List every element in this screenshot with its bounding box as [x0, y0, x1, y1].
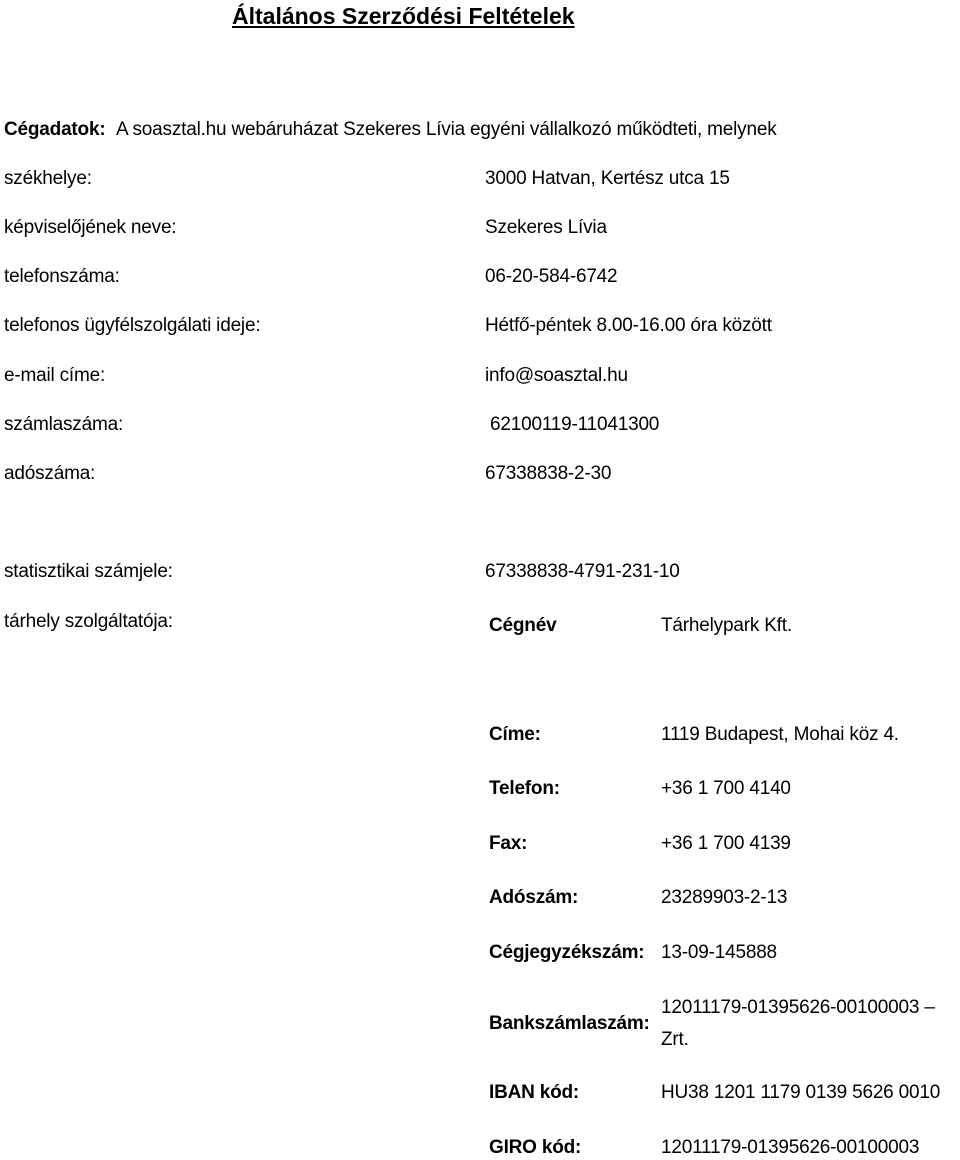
hosting-fax-label: Fax: [489, 833, 528, 854]
account-number-label: számlaszáma: [4, 414, 124, 435]
company-intro-text: A soasztal.hu webáruházat Szekeres Lívia egyéni vállalkozó működteti, melynek [116, 119, 777, 140]
hosting-fax-value: +36 1 700 4139 [661, 833, 791, 854]
company-intro-label: Cégadatok: [4, 119, 106, 140]
support-hours-label: telefonos ügyfélszolgálati ideje: [4, 315, 261, 336]
account-number-value: 62100119-11041300 [490, 414, 660, 435]
email-label: e-mail címe: [4, 365, 106, 386]
hosting-phone-label: Telefon: [489, 778, 560, 799]
hosting-phone-value: +36 1 700 4140 [661, 778, 791, 799]
hosting-company-name-label: Cégnév [489, 615, 557, 636]
phone-value: 06-20-584-6742 [485, 266, 618, 287]
support-hours-value: Hétfő-péntek 8.00-16.00 óra között [485, 315, 772, 336]
hosting-registration-number-value: 13-09-145888 [661, 942, 777, 963]
document-title: Általános Szerződési Feltételek [232, 3, 575, 29]
hosting-tax-number-value: 23289903-2-13 [661, 887, 788, 908]
hosting-provider-label: tárhely szolgáltatója: [4, 611, 173, 632]
email-value[interactable]: info@soasztal.hu [485, 365, 628, 386]
tax-number-label: adószáma: [4, 463, 96, 484]
hosting-giro-value: 12011179-01395626-00100003 [661, 1137, 920, 1158]
hosting-registration-number-label: Cégjegyzékszám: [489, 942, 645, 963]
hosting-address-label: Címe: [489, 724, 541, 745]
statistical-code-label: statisztikai számjele: [4, 561, 173, 582]
hosting-iban-label: IBAN kód: [489, 1082, 580, 1103]
hosting-bank-account-value: 12011179-01395626-00100003 – Zrt. [661, 997, 935, 1050]
statistical-code-value: 67338838-4791-231-10 [485, 561, 680, 582]
tax-number-value: 67338838-2-30 [485, 463, 612, 484]
seat-label: székhelye: [4, 168, 92, 189]
hosting-company-name-value: Tárhelypark Kft. [661, 615, 792, 636]
seat-value: 3000 Hatvan, Kertész utca 15 [485, 168, 730, 189]
phone-label: telefonszáma: [4, 266, 120, 287]
hosting-iban-value: HU38 1201 1179 0139 5626 0010 [661, 1082, 941, 1103]
representative-label: képviselőjének neve: [4, 217, 177, 238]
representative-value: Szekeres Lívia [485, 217, 607, 238]
hosting-tax-number-label: Adószám: [489, 887, 579, 908]
hosting-address-value: 1119 Budapest, Mohai köz 4. [661, 724, 899, 745]
hosting-bank-account-label: Bankszámlaszám: [489, 1013, 650, 1034]
hosting-giro-label: GIRO kód: [489, 1137, 582, 1158]
